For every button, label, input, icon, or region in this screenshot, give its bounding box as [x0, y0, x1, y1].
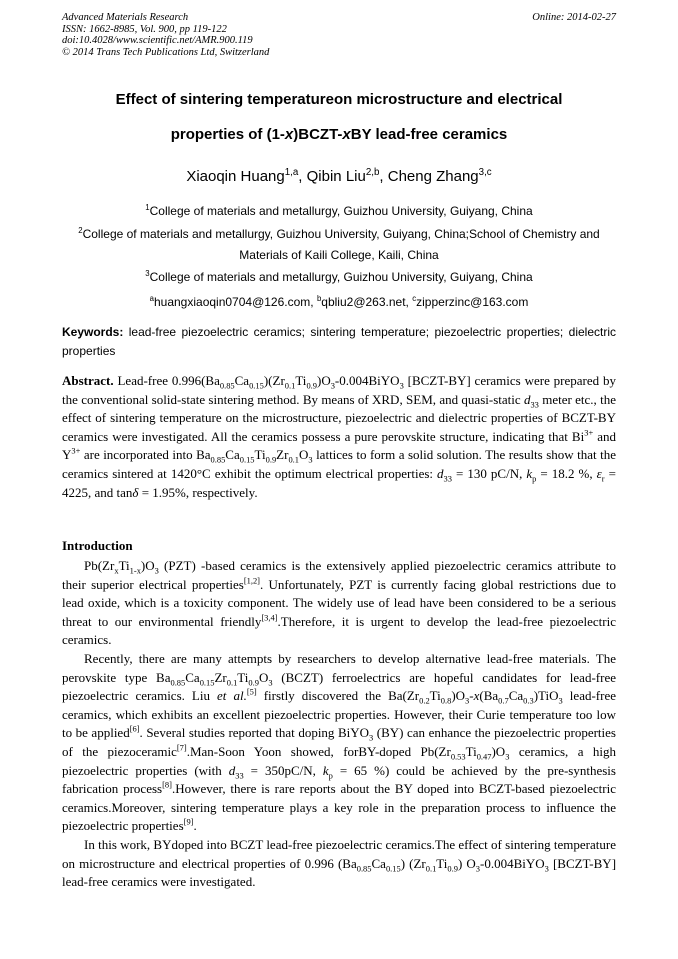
keywords: Keywords: lead-free piezoelectric ceramics; sintering temperature; piezoelectric properties; dielectric properties [62, 325, 616, 358]
copyright-line: © 2014 Trans Tech Publications Ltd, Switzerland [62, 46, 270, 58]
affiliation-2: $^2$College of materials and metallurgy, Guizhou University, Guiyang, China;School of Chemistry and Materials of Kaili College, Kaili, China [78, 226, 600, 262]
author-list: Xiaoqin Huang$^{1,a}$, Qibin Liu$^{2,b}$, Cheng Zhang$^{3,c}$ [186, 167, 492, 185]
author-emails: $^a$huangxiaoqin0704@126.com, $^b$qbliu2@263.net, $^c$zipperzinc@163.com [149, 294, 529, 309]
journal-name: Advanced Materials Research [62, 12, 189, 23]
affiliation-3: $^3$College of materials and metallurgy, Guizhou University, Guiyang, China [145, 269, 533, 284]
introduction-body [62, 557, 616, 892]
paper-title-line-1: Effect of sintering temperatureon microstructure and electrical [115, 91, 563, 108]
doi-line: doi:10.4028/www.scientific.net/AMR.900.119 [62, 35, 253, 46]
introduction-heading: Introduction [62, 538, 133, 553]
affiliation-1: $^1$College of materials and metallurgy, Guizhou University, Guiyang, China [145, 203, 533, 218]
issn-line: ISSN: 1662-8985, Vol. 900, pp 119-122 [62, 23, 227, 35]
online-date: Online: 2014-02-27 [532, 12, 616, 23]
paper-title-line-2: properties of (1-x)BCZT-xBY lead-free ceramics [170, 126, 508, 143]
journal-header [62, 12, 616, 58]
intro-paragraph: $Pb(Zr_xTi_{1-x})O_3$ (PZT) -based ceramics is the extensively applied piezoelectric ceramics attribute to their superior electrical properties[1,2]. Unfortunately, PZT is currently facing global restrictions due to lead oxide, which is a toxicity component. The widely use of lead have been considered to be a serious threat to our environmental friendly[3,4].Therefore, it is urgent to develop the lead-free piezoelectric ceramics. [62, 558, 616, 648]
abstract-label: Abstract. [62, 373, 114, 388]
intro-paragraph: Recently, there are many attempts by researchers to develop alternative lead-free materials. The perovskite type $Ba_{0.85}Ca_{0.15}Zr_{0.1}Ti_{0.9}O_3$ (BCZT) ferroelectrics are hopeful candidates for lead-free piezoelectric ceramics. Liu et al.[5] firstly discovered the $Ba(Zr_{0.2}Ti_{0.8})O_3-x(Ba_{0.7}Ca_{0.3})TiO_3$ lead-free ceramics, which exhibits an excellent piezoelectric properties. However, their Curie temperature too low to be applied[6]. Several studies reported that doping BiYO$_3$ (BY) can enhance the piezoelectric properties of the piezoceramic[7].Man-Soon Yoon showed, forBY-doped $Pb(Zr_{0.53}Ti_{0.47})O_3$ ceramics, a high piezoelectric properties (with $d_{33} = 350pC/N$, $k_p = 65$ %) could be achieved by the pre-synthesis fabrication process[8].However, there is rare reports about the BY doped into BCZT-based piezoelectric ceramics.Moreover, sintering temperature plays a key role in the preparation process to influence the piezoelectric properties[9]. [62, 650, 617, 834]
intro-paragraph: In this work, BYdoped into BCZT lead-free piezoelectric ceramics.The effect of sintering temperature on microstructure and electrical properties of 0.996 $(Ba_{0.85}Ca_{0.15})$ $(Zr_{0.1}Ti_{0.9})$ $O_3-0.004BiYO_3$ [BCZT-BY] lead-free ceramics were investigated. [62, 836, 617, 890]
abstract: Abstract. Lead-free $0.996(Ba_{0.85}Ca_{0.15})(Zr_{0.1}Ti_{0.9})O_3-0.004BiYO_3$ [BCZT-BY] ceramics were prepared by the conventional solid-state sintering method. By means of XRD, SEM, and quasi-static $d_{33}$ meter etc., the effect of sintering temperature on the microstructure, piezoelectric and dielectric properties of BCZT-BY ceramics were investigated. All the ceramics possess a pure perovskite structure, indicating that $Bi^{3+}$ and $Y^{3+}$ are incorporated into $Ba_{0.85}Ca_{0.15}Ti_{0.9}Zr_{0.1}O_3$ lattices to form a solid solution. The results show that the ceramics sintered at 1420°C exhibit the optimum electrical properties: $d_{33} = 130$ pC/N, $k_p = 18.2$ %, $\varepsilon_r = 4225$, and tanδ = 1.95%, respectively. [62, 373, 616, 500]
